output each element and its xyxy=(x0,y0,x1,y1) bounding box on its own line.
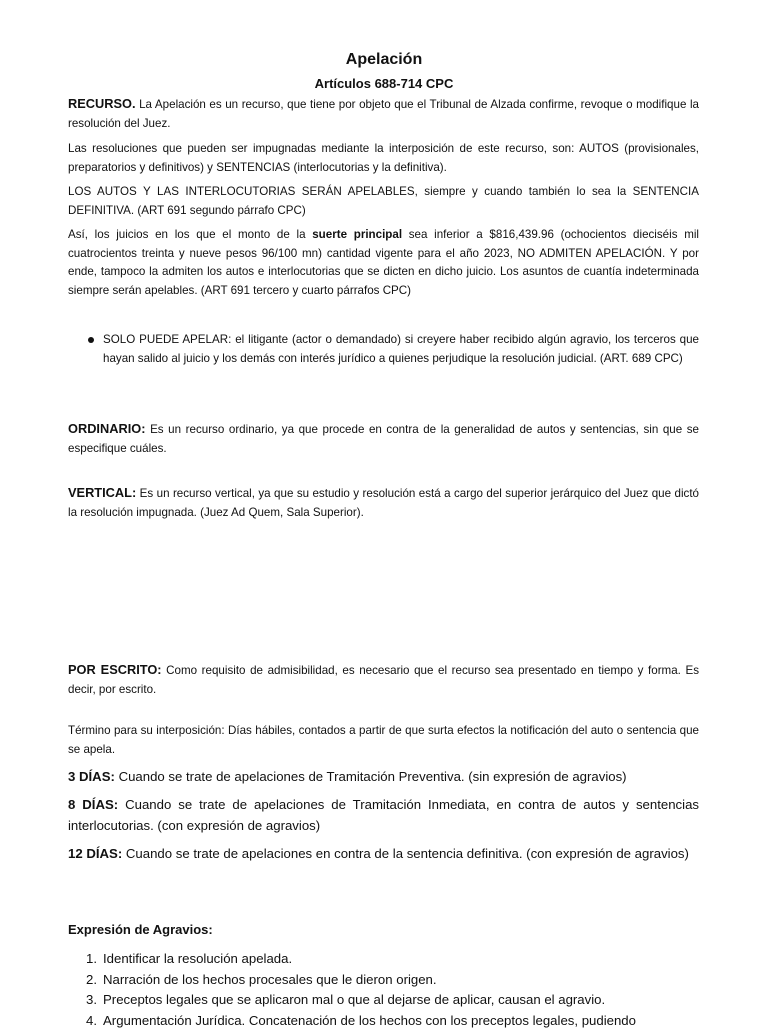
escrito-text: Como requisito de admisibilidad, es necesario que el recurso sea presentado en tiempo y forma. Es decir, por escrito. xyxy=(68,664,699,696)
list-item-text: Argumentación Jurídica. Concatenación de los hechos con los preceptos legales, pudiendo xyxy=(103,1013,636,1028)
dias-3-paragraph xyxy=(68,767,699,788)
bullet-text: SOLO PUEDE APELAR: el litigante (actor o demandado) si creyere haber recibido algún agravio, los terceros que hayan salido al juicio y los demás con interés jurídico a quienes perjudique la resolución judicial. (ART. 689 CPC) xyxy=(103,331,699,368)
list-number: 2. xyxy=(86,970,97,991)
recurso-text: La Apelación es un recurso, que tiene por objeto que el Tribunal de Alzada confirme, revoque o modifique la resolución del Juez. xyxy=(68,98,699,130)
resoluciones-paragraph: Las resoluciones que pueden ser impugnadas mediante la interposición de este recurso, son: AUTOS (provisionales, preparatorios y definitivos) y SENTENCIAS (interlocutorias y la definitiva). xyxy=(68,140,699,177)
autos-paragraph: LOS AUTOS Y LAS INTERLOCUTORIAS SERÁN APELABLES, siempre y cuando también lo sea la SENTENCIA DEFINITIVA. (ART 691 segundo párrafo CPC) xyxy=(68,183,699,220)
ordinario-paragraph xyxy=(68,420,699,458)
agravios-list xyxy=(68,949,699,1031)
list-item xyxy=(68,949,699,970)
list-item-text: Preceptos legales que se aplicaron mal o que al dejarse de aplicar, causan el agravio. xyxy=(103,992,605,1007)
dias-3-lead: 3 DÍAS: xyxy=(68,769,115,784)
vertical-lead: VERTICAL: xyxy=(68,485,136,500)
bullet-dot-icon xyxy=(88,337,94,343)
dias-8-text: Cuando se trate de apelaciones de Tramitación Inmediata, en contra de autos y sentencias interlocutorias. (con expresión de agravios) xyxy=(68,797,699,833)
ordinario-lead: ORDINARIO: xyxy=(68,421,146,436)
list-item-text: Narración de los hechos procesales que le dieron origen. xyxy=(103,972,437,987)
list-item xyxy=(68,970,699,991)
termino-paragraph: Término para su interposición: Días hábiles, contados a partir de que surta efectos la notificación del auto o sentencia que se apela. xyxy=(68,722,699,759)
recurso-paragraph xyxy=(68,95,699,133)
escrito-lead: POR ESCRITO: xyxy=(68,662,162,677)
monto-text-a: Así, los juicios en los que el monto de la xyxy=(68,228,312,241)
dias-3-text: Cuando se trate de apelaciones de Tramitación Preventiva. (sin expresión de agravios) xyxy=(115,769,627,784)
list-number: 3. xyxy=(86,990,97,1011)
list-number: 1. xyxy=(86,949,97,970)
suerte-principal-term: suerte principal xyxy=(312,228,402,241)
vertical-text: Es un recurso vertical, ya que su estudio y resolución está a cargo del superior jerárquico del Juez que dictó la resolución impugnada. (Juez Ad Quem, Sala Superior). xyxy=(68,487,699,519)
list-number: 4. xyxy=(86,1011,97,1031)
list-item-text: Identificar la resolución apelada. xyxy=(103,951,292,966)
recurso-lead: RECURSO. xyxy=(68,96,136,111)
document-title: Apelación xyxy=(0,51,768,69)
dias-8-lead: 8 DÍAS: xyxy=(68,797,118,812)
dias-12-lead: 12 DÍAS: xyxy=(68,846,122,861)
escrito-paragraph xyxy=(68,661,699,699)
dias-12-paragraph xyxy=(68,844,699,865)
vertical-paragraph xyxy=(68,484,699,522)
monto-paragraph xyxy=(68,226,699,300)
agravios-heading: Expresión de Agravios: xyxy=(68,922,213,937)
monto-text-b: sea inferior a $816,439.96 (ochocientos dieciséis mil cuatrocientos treinta y nueve pesos 96/100 mn) cantidad vigente para el año 2023, NO ADMITEN APELACIÓN. Y por ende, tampoco la admiten los autos e interlocutorias que se dicten en dicho juicio. Los asuntos de cuantía indeterminada siempre serán apelables. (ART 691 tercero y cuarto párrafos CPC) xyxy=(68,228,699,297)
dias-8-paragraph xyxy=(68,795,699,836)
solo-puede-apelar-bullet xyxy=(88,331,699,368)
dias-12-text: Cuando se trate de apelaciones en contra de la sentencia definitiva. (con expresión de agravios) xyxy=(122,846,689,861)
list-item xyxy=(68,990,699,1011)
list-item xyxy=(68,1011,699,1031)
document-subtitle: Artículos 688-714 CPC xyxy=(0,76,768,91)
ordinario-text: Es un recurso ordinario, ya que procede en contra de la generalidad de autos y sentencias, sin que se especifique cuáles. xyxy=(68,423,699,455)
